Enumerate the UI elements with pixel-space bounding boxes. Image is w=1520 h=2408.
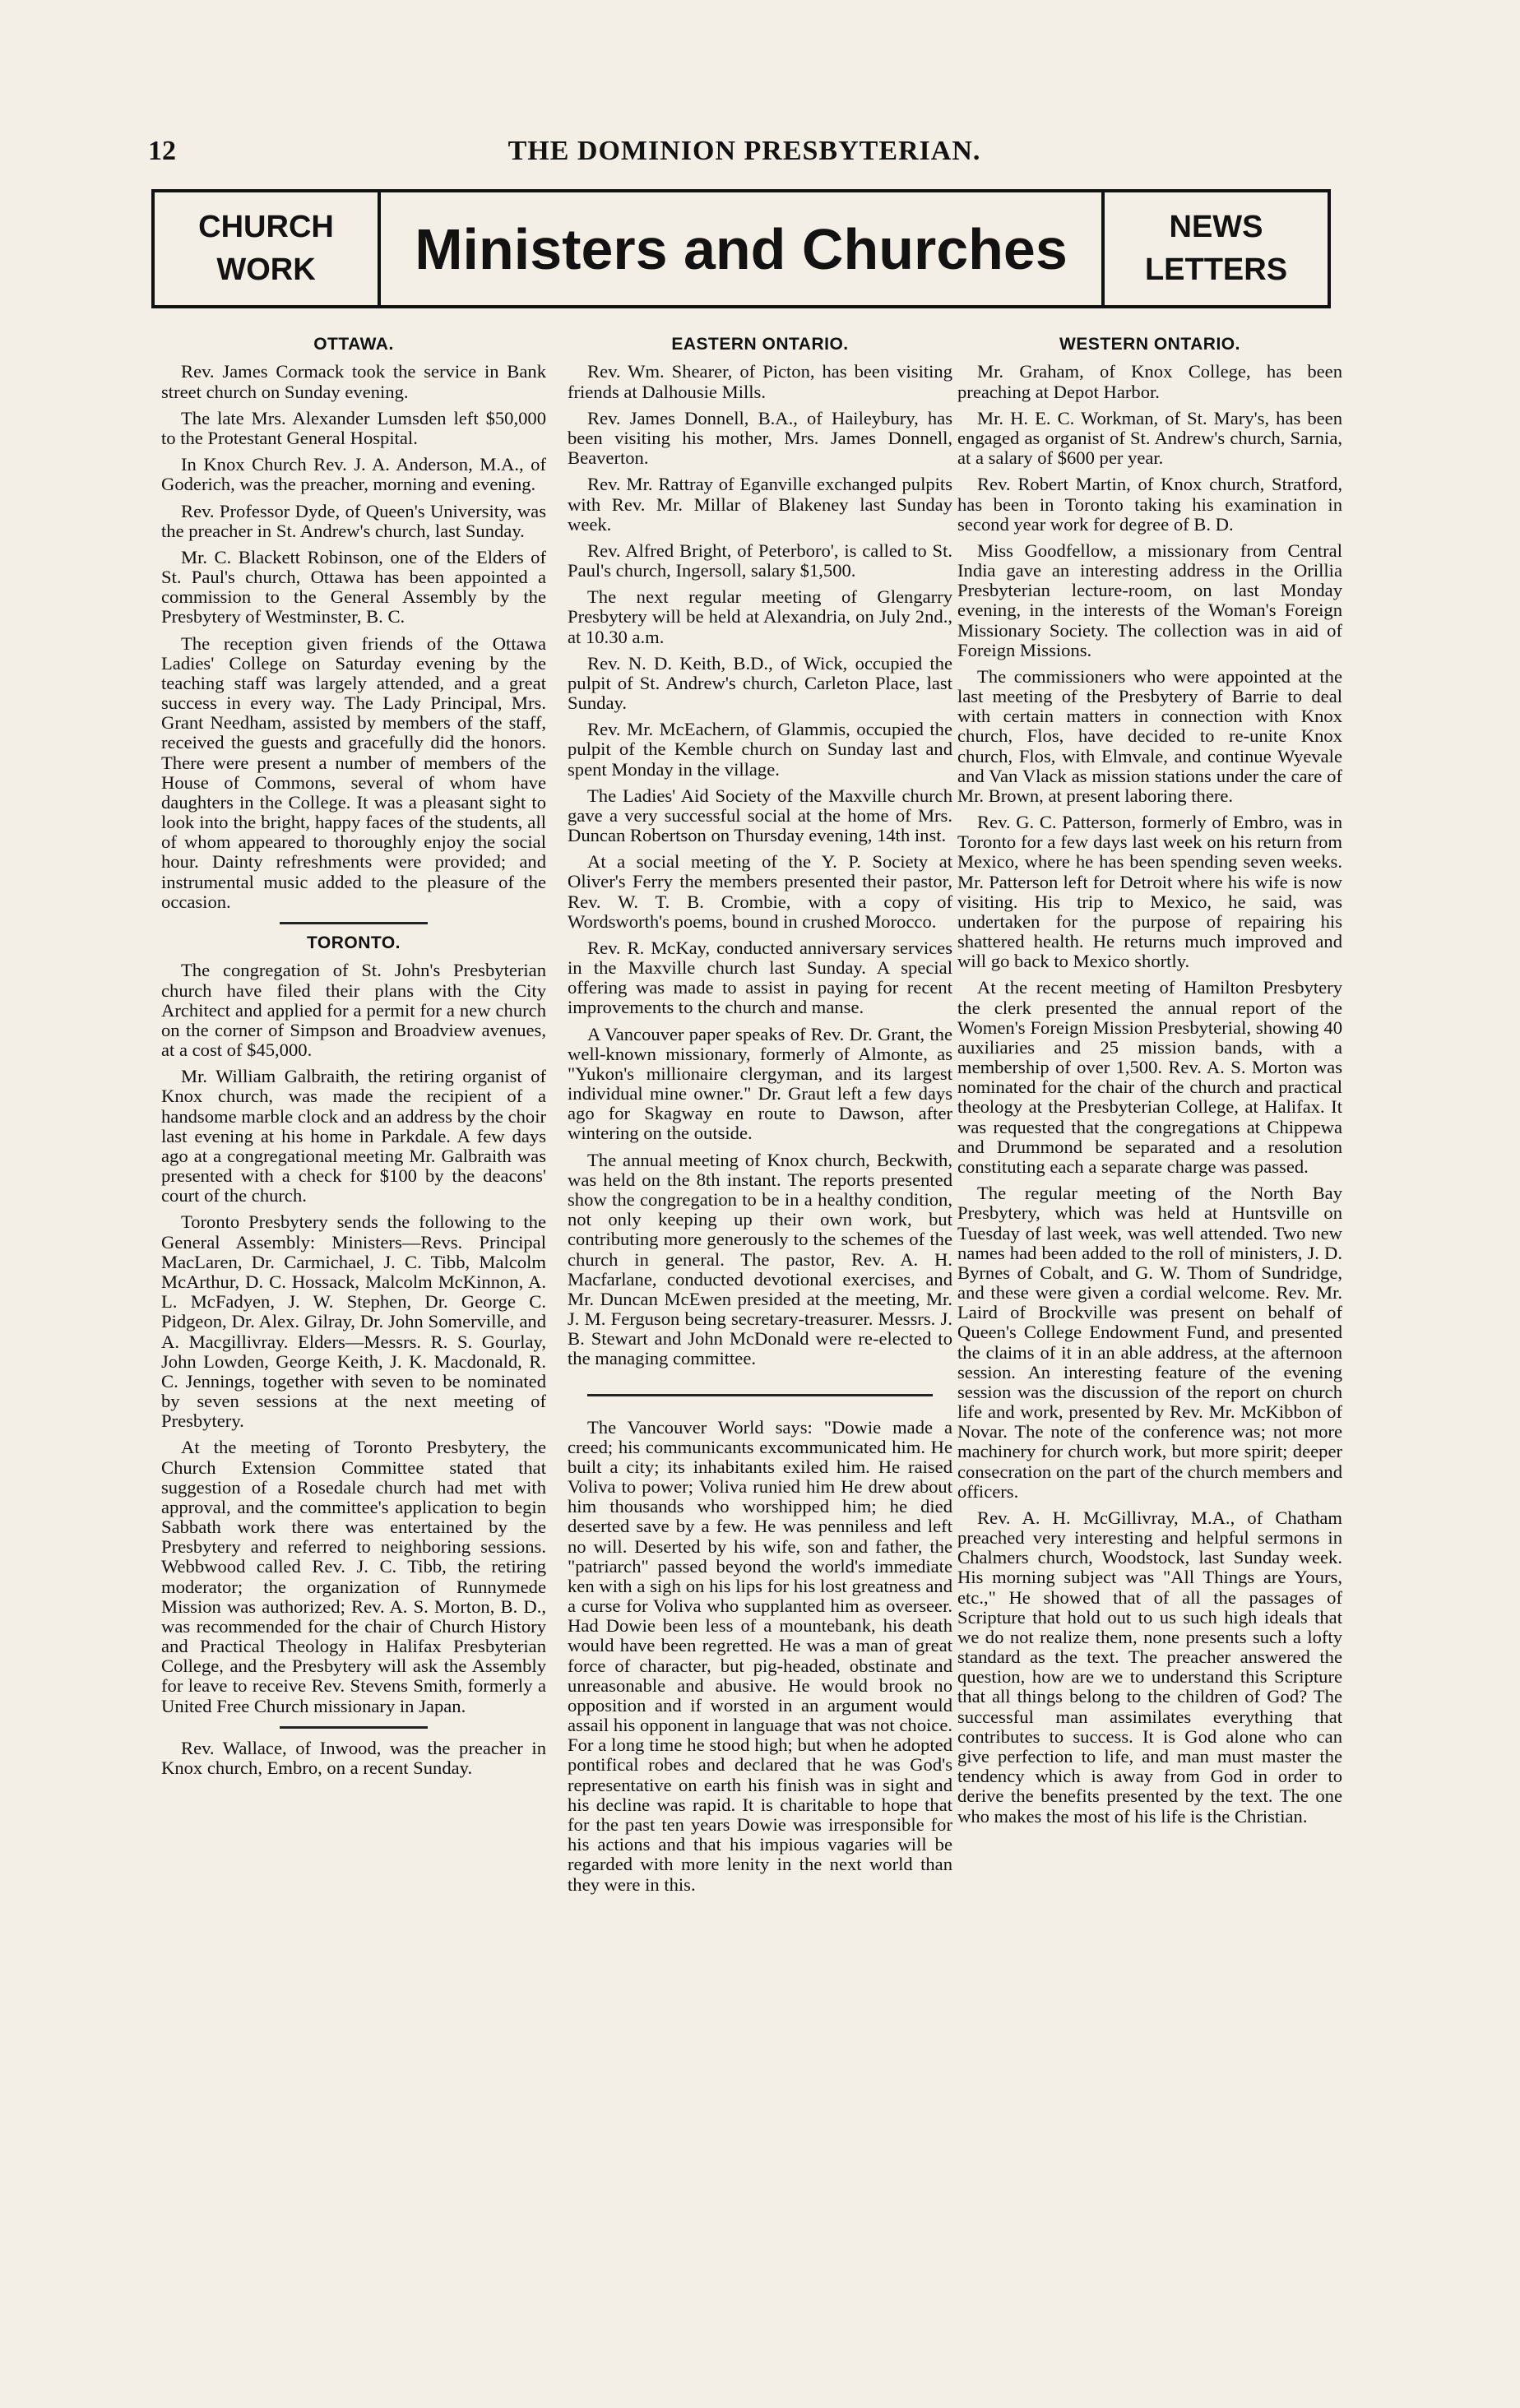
section-divider <box>587 1394 933 1396</box>
western-item: Rev. Robert Martin, of Knox church, Stratford, has been in Toronto taking his examination in second year work for degree of B. D. <box>957 474 1342 535</box>
western-item: At the recent meeting of Hamilton Presbytery the clerk presented the annual report of the Women's Foreign Mission Presbyterial, showing 40 auxiliaries and 25 mission bands, with a membership of over 1,500. Rev. A. S. Morton was nominated for the chair of the church and practical theology at the Presbyterian College, at Halifax. It was requested that the congregations at Chippewa and Drummond be separated and a resolution constituting each a separate charge was passed. <box>957 977 1342 1177</box>
eastern-item: The Ladies' Aid Society of the Maxville church gave a very successful social at the home of Mrs. Duncan Robertson on Thursday evening, 14th inst. <box>568 785 952 846</box>
banner-title: Ministers and Churches <box>415 216 1068 281</box>
western-item: Mr. Graham, of Knox College, has been preaching at Depot Harbor. <box>957 361 1342 402</box>
journal-title: THE DOMINION PRESBYTERIAN. <box>507 136 981 166</box>
ottawa-item: Mr. C. Blackett Robinson, one of the Elders of St. Paul's church, Ottawa has been appointed a commission to the General Assembly by the Presbytery of Westminster, B. C. <box>161 546 546 627</box>
section-banner <box>151 189 1331 308</box>
toronto-item: The congregation of St. John's Presbyterian church have filed their plans with the City Architect and applied for a permit for a new church on the corner of Simpson and Broadview avenues, at a cost of $45,000. <box>161 960 546 1061</box>
column-right <box>957 329 1342 1833</box>
toronto-item: At the meeting of Toronto Presbytery, the Church Extension Committee stated that suggestion of a Rosedale church had met with approval, and the committee's application to begin Sabbath work there was entertained by the Presbytery and referred to neighboring sessions. Webbwood called Rev. J. C. Tibb, the retiring moderator; the organization of Runnymede Mission was authorized; Rev. A. S. Morton, B. D., was recommended for the chair of Church History and Practical Theology in Halifax Presbyterian College, and the Presbytery will ask the Assembly for leave to receive Rev. Stevens Smith, formerly a United Free Church missionary in Japan. <box>161 1437 546 1716</box>
eastern-item: Rev. James Donnell, B.A., of Haileybury, has been visiting his mother, Mrs. James Donnell, Beaverton. <box>568 407 952 469</box>
dowie-article: The Vancouver World says: "Dowie made a creed; his communicants excommunicated him. He built a city; its inhabitants exiled him. He raised Voliva to power; Voliva runied him He drew about him thousands who worshipped him; he died deserted save by a few. He was penniless and left no will. Deserted by his wife, son and father, the "patriarch" passed beyond the world's immediate ken with a sigh on his lips for his lost greatness and a curse for Voliva who supplanted him as overseer. Had Dowie been less of a mountebank, his death would have been regretted. He was a man of great force of character, but pig-headed, obstinate and unreasonable and abusive. He would brook no opposition and if worsted in an argument would assail his opponent in language that was not choice. For a long time he stood high; but when he adopted pontifical robes and declared that he was God's representative on earth his finish was in sight and his decline was rapid. It is charitable to hope that for the past ten years Dowie was irresponsible for his actions and that his impious vagaries will be regarded with more lenity in the next world than they were in this. <box>568 1416 952 1895</box>
column-middle <box>568 329 952 1901</box>
toronto-item: Mr. William Galbraith, the retiring organist of Knox church, was made the recipient of a handsome marble clock and an address by the choir last evening at his home in Parkdale. A few days ago at a congregational meeting Mr. Galbraith was presented with a check for $100 by the deacons' court of the church. <box>161 1066 546 1206</box>
western-item: The regular meeting of the North Bay Presbytery, which was held at Huntsville on Tuesday of last week, was well attended. Two new names had been added to the roll of ministers, J. D. Byrnes of Cobalt, and G. W. Thom of Sundridge, and these were given a cordial welcome. Rev. Mr. Laird of Brockville was present on behalf of Queen's College Endowment Fund, and presented the claims of it in an able address, at the afternoon session. An interesting feature of the evening session was the discussion of the report on church life and work, presented by Rev. Mr. McKibbon of Novar. The note of the conference was; not more machinery for church work, but more spirit; deeper consecration on the part of the church members and officers. <box>957 1183 1343 1502</box>
banner-right-line1: NEWS <box>1169 210 1263 245</box>
eastern-item: Rev. Wm. Shearer, of Picton, has been visiting friends at Dalhousie Mills. <box>568 361 952 402</box>
western-item: Rev. A. H. McGillivray, M.A., of Chatham preached very interesting and helpful sermons in Chalmers church, Woodstock, last Sunday week. His morning subject was "All Things are Yours, etc.," He showed that of all the passages of Scripture that hold out to us such high ideals that we do not realize them, none presents such a lofty standard as the text. The preacher answered the question, how are we to understand this Scripture that all things belong to the children of God? The successful man assimilates everything that contributes to success. It is God alone who can give perfection to life, and man must master the tendency which is away from God in order to derive the benefits presented by the text. The one who makes the most of his life is the Christian. <box>957 1507 1342 1827</box>
western-item: The commissioners who were appointed at the last meeting of the Presbytery of Barrie to deal with certain matters in connection with Knox church, Flos, have decided to re-unite Knox church, Flos, with Elmvale, and continue Wyevale and Van Vlack as mission stations under the care of Mr. Brown, at present laboring there. <box>957 665 1342 806</box>
ottawa-item: In Knox Church Rev. J. A. Anderson, M.A., of Goderich, was the preacher, morning and evening. <box>161 454 546 495</box>
eastern-item: Rev. N. D. Keith, B.D., of Wick, occupied the pulpit of St. Andrew's church, Carleton Place, last Sunday. <box>568 652 952 714</box>
banner-left-line1: CHURCH <box>198 210 334 245</box>
eastern-ontario-heading: EASTERN ONTARIO. <box>671 335 849 354</box>
ottawa-item: Rev. Professor Dyde, of Queen's University, was the preacher in St. Andrew's church, last Sunday. <box>161 500 546 541</box>
ottawa-item: The late Mrs. Alexander Lumsden left $50,000 to the Protestant General Hospital. <box>161 407 546 448</box>
western-item: Mr. H. E. C. Workman, of St. Mary's, has been engaged as organist of St. Andrew's church, Sarnia, at a salary of $600 per year. <box>957 407 1342 469</box>
ottawa-item: The reception given friends of the Ottawa Ladies' College on Saturday evening by the teaching staff was largely attended, and a great success in every way. The Lady Principal, Mrs. Grant Needham, assisted by members of the staff, received the guests and gracefully did the honors. There were present a number of members of the House of Commons, several of whom have daughters in the College. It was a pleasant sight to look into the bright, happy faces of the students, all of whom appeared to thoroughly enjoy the social hour. Dainty refreshments were provided; and instrumental music added to the pleasure of the occasion. <box>161 632 546 912</box>
banner-left-line2: WORK <box>216 252 316 287</box>
eastern-item: A Vancouver paper speaks of Rev. Dr. Grant, the well-known missionary, formerly of Almonte, as "Yukon's millionaire clergyman, and its largest individual mine owner." Dr. Graut left a few days ago for Skagway en route to Dawson, after wintering on the outside. <box>568 1023 952 1144</box>
banner-right-line2: LETTERS <box>1144 252 1288 287</box>
page-number: 12 <box>148 136 176 166</box>
eastern-item: The next regular meeting of Glengarry Presbytery will be held at Alexandria, on July 2nd., at 10.30 a.m. <box>568 586 952 647</box>
toronto-item: Rev. Wallace, of Inwood, was the preacher in Knox church, Embro, on a recent Sunday. <box>161 1737 546 1778</box>
banner-right-box <box>1101 192 1328 305</box>
toronto-item: Toronto Presbytery sends the following to the General Assembly: Ministers—Revs. Principal MacLaren, Dr. Carmichael, J. C. Tibb, Malcolm McArthur, D. C. Hossack, Malcolm McKinnon, A. L. McFadyen, J. W. Stephen, Dr. George C. Pidgeon, Dr. Alex. Gilray, Dr. John Somerville, and A. Macgillivray. Elders—Messrs. R. S. Gourlay, John Lowden, George Keith, J. K. Macdonald, R. C. Jennings, together with seven to be nominated by seven sessions at the next meeting of Presbytery. <box>161 1211 546 1432</box>
banner-left-box <box>155 192 381 305</box>
column-left <box>161 329 546 1785</box>
western-ontario-heading: WESTERN ONTARIO. <box>1059 335 1240 354</box>
western-item: Miss Goodfellow, a missionary from Central India gave an interesting address in the Orillia Presbyterian lecture-room, on last Monday evening, in the interests of the Woman's Foreign Missionary Society. The collection was in aid of Foreign Missions. <box>957 539 1342 660</box>
section-divider <box>280 1726 428 1729</box>
ottawa-heading: OTTAWA. <box>313 335 394 354</box>
toronto-heading: TORONTO. <box>306 933 401 952</box>
western-item: Rev. G. C. Patterson, formerly of Embro, was in Toronto for a few days last week on his return from Mexico, where he has been spending seven weeks. Mr. Patterson left for Detroit where his wife is now visiting. His trip to Mexico, he said, was undertaken for the purpose of repairing his shattered health. He returns much improved and will go back to Mexico shortly. <box>957 812 1342 972</box>
eastern-item: Rev. Alfred Bright, of Peterboro', is called to St. Paul's church, Ingersoll, salary $1,500. <box>568 539 952 581</box>
section-divider <box>280 922 428 924</box>
ottawa-item: Rev. James Cormack took the service in Bank street church on Sunday evening. <box>161 361 546 402</box>
eastern-item: Rev. Mr. McEachern, of Glammis, occupied the pulpit of the Kemble church on Sunday last and spent Monday in the village. <box>568 719 952 780</box>
eastern-item: Rev. R. McKay, conducted anniversary services in the Maxville church last Sunday. A special offering was made to assist in paying for recent improvements to the church and manse. <box>568 937 952 1018</box>
eastern-item: The annual meeting of Knox church, Beckwith, was held on the 8th instant. The reports presented show the congregation to be in a healthy condition, not only keeping up their own work, but contributing more generously to the schemes of the church in general. The pastor, Rev. A. H. Macfarlane, conducted devotional exercises, and Mr. Duncan McEwen presided at the meeting, Mr. J. M. Ferguson being secretary-treasurer. Messrs. J. B. Stewart and John McDonald were re-elected to the managing committee. <box>568 1149 952 1369</box>
eastern-item: Rev. Mr. Rattray of Eganville exchanged pulpits with Rev. Mr. Millar of Blakeney last Sunday week. <box>568 474 952 535</box>
eastern-item: At a social meeting of the Y. P. Society at Oliver's Ferry the members presented their pastor, Rev. W. T. B. Crombie, with a copy of Wordsworth's poems, bound in crushed Morocco. <box>568 851 952 932</box>
running-head <box>148 136 1341 177</box>
